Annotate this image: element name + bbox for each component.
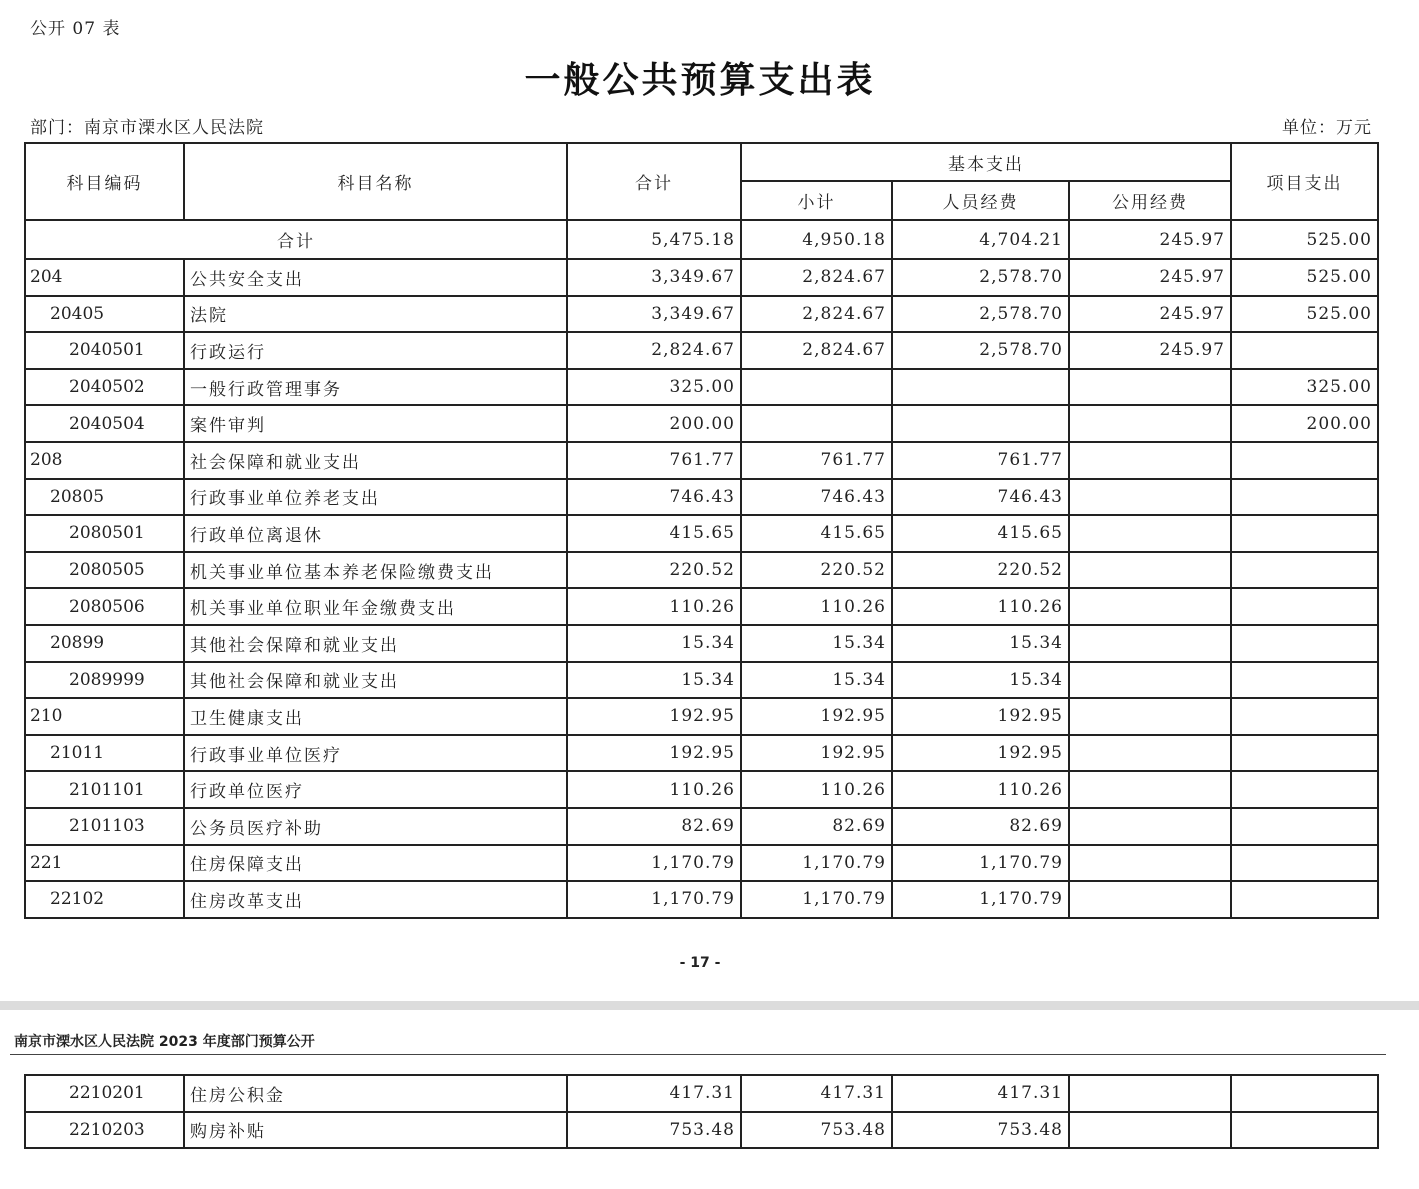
cell-project: [1231, 552, 1378, 589]
cell-total: 415.65: [567, 515, 741, 552]
table-row: [25, 662, 1378, 699]
table-row: [25, 369, 1378, 406]
cell-public: 245.97: [1069, 332, 1231, 369]
cell-name: 购房补贴: [184, 1112, 567, 1149]
cell-total: 3,349.67: [567, 296, 741, 333]
cell-public: [1069, 808, 1231, 845]
cell-name: 住房公积金: [184, 1075, 567, 1112]
cell-personnel: 110.26: [892, 771, 1069, 808]
cell-subtotal: 220.52: [741, 552, 892, 589]
cell-code: 221: [25, 845, 184, 882]
cell-subtotal: 2,824.67: [741, 332, 892, 369]
cell-code: 20899: [25, 625, 184, 662]
total-row: [25, 220, 1378, 259]
cell-personnel: [892, 405, 1069, 442]
page-number: - 17 -: [679, 955, 721, 971]
cell-subtotal: 192.95: [741, 698, 892, 735]
cell-personnel: 82.69: [892, 808, 1069, 845]
cell-name: 行政运行: [184, 332, 567, 369]
cell-name: 其他社会保障和就业支出: [184, 662, 567, 699]
cell-total: 325.00: [567, 369, 741, 406]
total-project: 525.00: [1231, 220, 1378, 259]
cell-name: 法院: [184, 296, 567, 333]
cell-total: 1,170.79: [567, 845, 741, 882]
cell-total: 192.95: [567, 735, 741, 772]
page-separator: [0, 1001, 1419, 1010]
header-name: 科目名称: [184, 143, 567, 220]
running-header: 南京市溧水区人民法院 2023 年度部门预算公开: [14, 1034, 315, 1050]
table-header-row: [25, 143, 1378, 181]
cell-public: [1069, 442, 1231, 479]
cell-project: [1231, 1112, 1378, 1149]
form-number: 公开 07 表: [30, 19, 121, 39]
cell-total: 1,170.79: [567, 881, 741, 918]
table-row: [25, 1075, 1378, 1112]
cell-name: 行政事业单位医疗: [184, 735, 567, 772]
table-row: [25, 845, 1378, 882]
total-label: 合计: [25, 220, 567, 259]
cell-subtotal: 1,170.79: [741, 881, 892, 918]
cell-subtotal: 2,824.67: [741, 259, 892, 296]
cell-code: 20405: [25, 296, 184, 333]
header-subtotal: 小计: [741, 181, 892, 220]
cell-code: 208: [25, 442, 184, 479]
cell-personnel: 415.65: [892, 515, 1069, 552]
cell-code: 2210201: [25, 1075, 184, 1112]
cell-name: 其他社会保障和就业支出: [184, 625, 567, 662]
cell-name: 社会保障和就业支出: [184, 442, 567, 479]
cell-project: [1231, 515, 1378, 552]
cell-total: 192.95: [567, 698, 741, 735]
header-rule: [10, 1054, 1386, 1055]
cell-subtotal: 110.26: [741, 771, 892, 808]
cell-project: [1231, 332, 1378, 369]
cell-subtotal: [741, 405, 892, 442]
cell-public: [1069, 881, 1231, 918]
cell-public: [1069, 771, 1231, 808]
cell-subtotal: 15.34: [741, 662, 892, 699]
table-row: [25, 588, 1378, 625]
total-personnel: 4,704.21: [892, 220, 1069, 259]
cell-name: 案件审判: [184, 405, 567, 442]
cell-personnel: 417.31: [892, 1075, 1069, 1112]
cell-subtotal: 2,824.67: [741, 296, 892, 333]
cell-public: [1069, 588, 1231, 625]
cell-public: [1069, 845, 1231, 882]
cell-name: 住房保障支出: [184, 845, 567, 882]
cell-subtotal: 415.65: [741, 515, 892, 552]
cell-subtotal: 82.69: [741, 808, 892, 845]
cell-personnel: 746.43: [892, 479, 1069, 516]
table-row: [25, 332, 1378, 369]
cell-public: [1069, 698, 1231, 735]
table-row: [25, 698, 1378, 735]
table-row: [25, 479, 1378, 516]
cell-code: 210: [25, 698, 184, 735]
cell-name: 一般行政管理事务: [184, 369, 567, 406]
cell-total: 3,349.67: [567, 259, 741, 296]
cell-code: 2080505: [25, 552, 184, 589]
cell-code: 2040504: [25, 405, 184, 442]
cell-public: [1069, 552, 1231, 589]
cell-subtotal: 417.31: [741, 1075, 892, 1112]
cell-personnel: 753.48: [892, 1112, 1069, 1149]
cell-public: 245.97: [1069, 296, 1231, 333]
cell-total: 761.77: [567, 442, 741, 479]
table-row: [25, 808, 1378, 845]
cell-project: [1231, 588, 1378, 625]
cell-public: [1069, 735, 1231, 772]
cell-personnel: 2,578.70: [892, 296, 1069, 333]
cell-subtotal: 15.34: [741, 625, 892, 662]
cell-subtotal: 110.26: [741, 588, 892, 625]
cell-project: 325.00: [1231, 369, 1378, 406]
cell-project: [1231, 845, 1378, 882]
cell-personnel: 761.77: [892, 442, 1069, 479]
table-row: [25, 1112, 1378, 1149]
budget-table: [24, 142, 1379, 919]
cell-total: 82.69: [567, 808, 741, 845]
cell-code: 2040501: [25, 332, 184, 369]
cell-project: [1231, 479, 1378, 516]
cell-project: [1231, 698, 1378, 735]
cell-name: 行政单位离退休: [184, 515, 567, 552]
cell-project: [1231, 442, 1378, 479]
cell-subtotal: 761.77: [741, 442, 892, 479]
cell-public: [1069, 405, 1231, 442]
cell-name: 行政单位医疗: [184, 771, 567, 808]
cell-total: 417.31: [567, 1075, 741, 1112]
table-row: [25, 552, 1378, 589]
cell-code: 2080501: [25, 515, 184, 552]
header-basic: 基本支出: [741, 143, 1231, 181]
cell-public: [1069, 1075, 1231, 1112]
cell-name: 行政事业单位养老支出: [184, 479, 567, 516]
cell-personnel: [892, 369, 1069, 406]
department-label: 部门：南京市溧水区人民法院: [30, 118, 264, 138]
cell-project: [1231, 625, 1378, 662]
cell-code: 2080506: [25, 588, 184, 625]
header-code: 科目编码: [25, 143, 184, 220]
cell-project: 200.00: [1231, 405, 1378, 442]
cell-name: 公务员医疗补助: [184, 808, 567, 845]
cell-personnel: 15.34: [892, 662, 1069, 699]
cell-total: 2,824.67: [567, 332, 741, 369]
cell-personnel: 2,578.70: [892, 259, 1069, 296]
header-total: 合计: [567, 143, 741, 220]
cell-name: 机关事业单位基本养老保险缴费支出: [184, 552, 567, 589]
cell-total: 110.26: [567, 588, 741, 625]
cell-total: 746.43: [567, 479, 741, 516]
cell-personnel: 1,170.79: [892, 881, 1069, 918]
total-total: 5,475.18: [567, 220, 741, 259]
cell-personnel: 192.95: [892, 735, 1069, 772]
cell-personnel: 15.34: [892, 625, 1069, 662]
cell-total: 15.34: [567, 662, 741, 699]
cell-code: 21011: [25, 735, 184, 772]
total-subtotal: 4,950.18: [741, 220, 892, 259]
cell-personnel: 1,170.79: [892, 845, 1069, 882]
cell-project: [1231, 808, 1378, 845]
cell-code: 2040502: [25, 369, 184, 406]
cell-project: [1231, 881, 1378, 918]
cell-public: [1069, 479, 1231, 516]
cell-code: 22102: [25, 881, 184, 918]
cell-public: [1069, 369, 1231, 406]
cell-public: [1069, 515, 1231, 552]
header-public: 公用经费: [1069, 181, 1231, 220]
cell-personnel: 110.26: [892, 588, 1069, 625]
cell-project: [1231, 735, 1378, 772]
cell-project: 525.00: [1231, 259, 1378, 296]
table-row: [25, 771, 1378, 808]
cell-code: 2101103: [25, 808, 184, 845]
table-row: [25, 259, 1378, 296]
cell-public: [1069, 625, 1231, 662]
header-project: 项目支出: [1231, 143, 1378, 220]
cell-personnel: 192.95: [892, 698, 1069, 735]
cell-name: 卫生健康支出: [184, 698, 567, 735]
table-row: [25, 515, 1378, 552]
table-row: [25, 442, 1378, 479]
cell-code: 20805: [25, 479, 184, 516]
cell-total: 220.52: [567, 552, 741, 589]
total-public: 245.97: [1069, 220, 1231, 259]
cell-name: 住房改革支出: [184, 881, 567, 918]
cell-project: [1231, 662, 1378, 699]
cell-project: [1231, 1075, 1378, 1112]
cell-public: [1069, 662, 1231, 699]
cell-public: 245.97: [1069, 259, 1231, 296]
cell-name: 公共安全支出: [184, 259, 567, 296]
cell-name: 机关事业单位职业年金缴费支出: [184, 588, 567, 625]
cell-subtotal: 746.43: [741, 479, 892, 516]
cell-project: 525.00: [1231, 296, 1378, 333]
cell-project: [1231, 771, 1378, 808]
cell-code: 2210203: [25, 1112, 184, 1149]
cell-code: 2089999: [25, 662, 184, 699]
header-personnel: 人员经费: [892, 181, 1069, 220]
cell-code: 204: [25, 259, 184, 296]
table-row: [25, 625, 1378, 662]
cell-code: 2101101: [25, 771, 184, 808]
cell-subtotal: 753.48: [741, 1112, 892, 1149]
table-row: [25, 881, 1378, 918]
cell-subtotal: 192.95: [741, 735, 892, 772]
unit-label: 单位：万元: [1282, 118, 1372, 138]
page-title: 一般公共预算支出表: [524, 59, 876, 101]
cell-personnel: 2,578.70: [892, 332, 1069, 369]
cell-total: 753.48: [567, 1112, 741, 1149]
cell-personnel: 220.52: [892, 552, 1069, 589]
cell-public: [1069, 1112, 1231, 1149]
cell-total: 15.34: [567, 625, 741, 662]
table-row: [25, 735, 1378, 772]
table-row: [25, 296, 1378, 333]
cell-subtotal: [741, 369, 892, 406]
cell-subtotal: 1,170.79: [741, 845, 892, 882]
table-row: [25, 405, 1378, 442]
budget-table-continued: [24, 1074, 1379, 1149]
cell-total: 200.00: [567, 405, 741, 442]
cell-total: 110.26: [567, 771, 741, 808]
